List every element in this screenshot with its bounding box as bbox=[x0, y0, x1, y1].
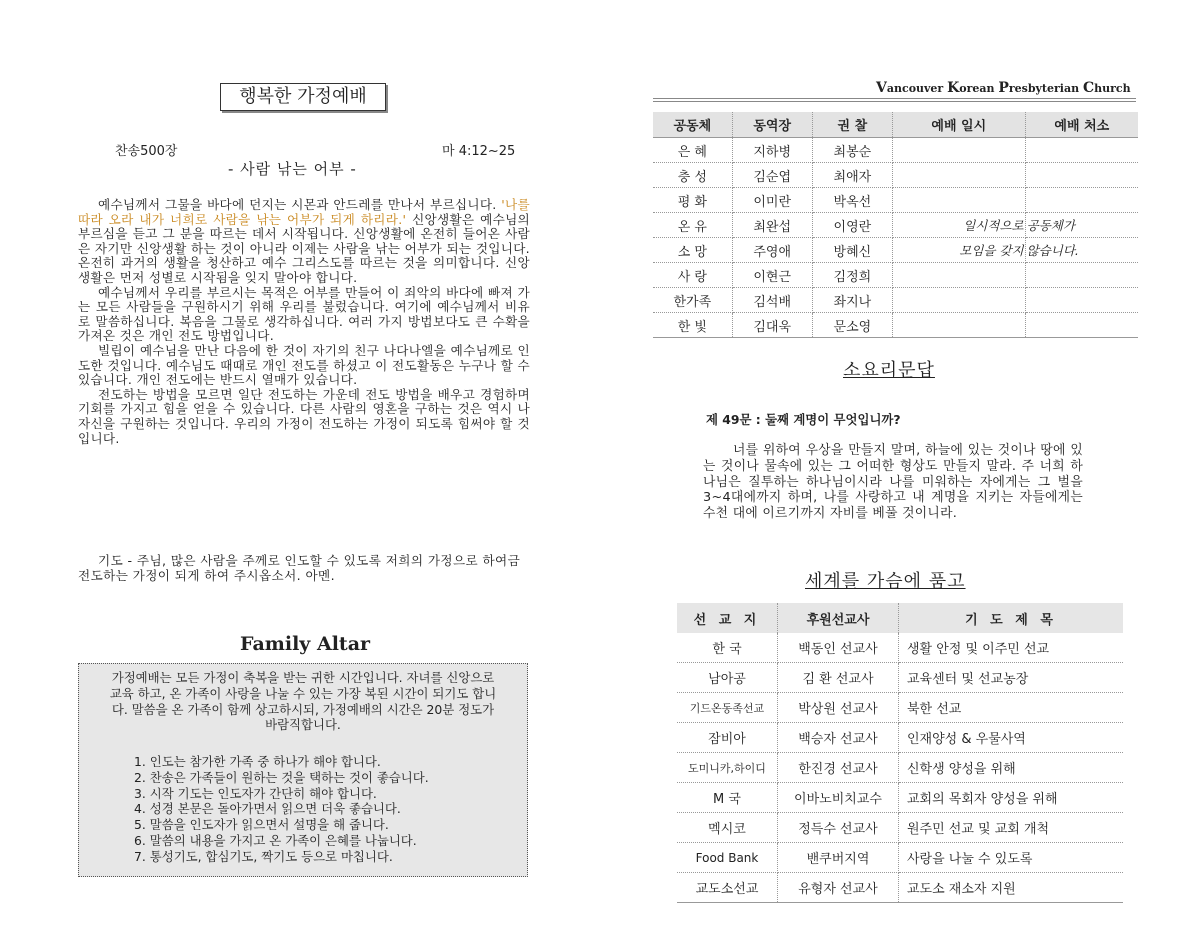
church-initial: K bbox=[947, 80, 960, 96]
table-cell: 김석배 bbox=[732, 288, 812, 313]
hymn-number: 찬송500장 bbox=[115, 144, 178, 159]
church-word: orean bbox=[959, 82, 999, 95]
sermon-paragraph: 빌립이 예수님을 만난 다음에 한 것이 자기의 친구 나다나엘을 예수님께로 인도한 것입니다. 예수님도 때때로 개인 전도를 하셨고 이 전도활동은 누구나 할 수 있습니다. 개인 전도에는 반드시 열매가 있습니다. bbox=[78, 342, 530, 388]
page-title: 행복한 가정예배 bbox=[220, 83, 386, 111]
mission-title: 세계를 가슴에 품고 bbox=[805, 571, 966, 592]
table-cell: 한가족 bbox=[653, 288, 732, 313]
family-altar-list bbox=[134, 754, 514, 865]
catechism-answer: 너를 위하여 우상을 만들지 말며, 하늘에 있는 것이나 땅에 있는 것이나 물속에 있는 그 어떠한 형상도 만들지 말라. 주 너희 하나님은 질투하는 하나님이시라 나를 미워하는 자에게는 그 벌을 3~4대에까지 하며, 나를 사랑하고 내 계명을 지키는 자들에게는 수천 대에 이르기까지 자비를 베풀 것이니라. bbox=[703, 443, 1083, 522]
church-initial: P bbox=[998, 80, 1009, 96]
sermon-text bbox=[78, 198, 530, 446]
table-cell: 최봉순 bbox=[812, 138, 892, 163]
table-cell bbox=[1025, 188, 1138, 213]
table-cell bbox=[1025, 288, 1138, 313]
mission-table bbox=[677, 603, 1123, 903]
header-divider bbox=[653, 98, 1136, 102]
sermon-text-span: 신앙생활은 예수님의 부르심을 듣고 그 분을 따르는 데서 시작됩니다. 신앙생활에 온전히 들어온 사람은 자기만 신앙생활 하는 것이 아니라 이제는 사람을 낚는 어부가 되는 것입니다. 온전히 과거의 생활을 청산하고 예수 그리스도를 따르는 것을 의미합니다. 신앙생활은 먼저 성별로 시작됨을 잊지 말아야 합니다. bbox=[78, 211, 531, 285]
table-cell bbox=[1025, 263, 1138, 288]
table-cell: 백승자 선교사 bbox=[778, 723, 899, 753]
table-cell: 문소영 bbox=[812, 313, 892, 338]
table-cell: 멕시코 bbox=[677, 813, 778, 843]
table-row bbox=[677, 753, 1123, 783]
notice-cell: 공동체가 bbox=[1025, 213, 1138, 238]
family-altar-intro: 가정예배는 모든 가정이 축복을 받는 귀한 시간입니다. 자녀를 신앙으로 교육 하고, 온 가족이 사랑을 나눌 수 있는 가장 복된 시간이 되기도 합니다. 말씀을 온 가족이 함께 상고하시되, 가정예배의 시간은 20분 정도가 바람직합니다. bbox=[109, 670, 497, 733]
table-cell: 김 환 선교사 bbox=[778, 663, 899, 693]
family-altar-title: Family Altar bbox=[240, 633, 371, 655]
table-cell bbox=[892, 263, 1025, 288]
church-name bbox=[876, 80, 1131, 96]
table-row bbox=[677, 873, 1123, 903]
column-header: 후원선교사 bbox=[778, 603, 899, 633]
table-cell: 북한 선교 bbox=[899, 693, 1124, 723]
table-cell: 이바노비치교수 bbox=[778, 783, 899, 813]
column-header: 예배 처소 bbox=[1025, 112, 1138, 138]
table-row bbox=[653, 313, 1138, 338]
table-cell bbox=[892, 163, 1025, 188]
column-header: 권 찰 bbox=[812, 112, 892, 138]
table-cell bbox=[1025, 138, 1138, 163]
table-cell: 신학생 양성을 위해 bbox=[899, 753, 1124, 783]
sermon-subtitle: - 사람 낚는 어부 - bbox=[228, 160, 357, 178]
table-row bbox=[677, 693, 1123, 723]
table-cell: 원주민 선교 및 교회 개척 bbox=[899, 813, 1124, 843]
table-cell: 김순엽 bbox=[732, 163, 812, 188]
table-row bbox=[677, 633, 1123, 663]
church-initial: V bbox=[876, 80, 887, 96]
table-header-row bbox=[677, 603, 1123, 633]
table-cell: 좌지나 bbox=[812, 288, 892, 313]
table-cell bbox=[892, 188, 1025, 213]
table-cell: 유형자 선교사 bbox=[778, 873, 899, 903]
table-cell: M 국 bbox=[677, 783, 778, 813]
table-row bbox=[677, 813, 1123, 843]
table-cell: 생활 안정 및 이주민 선교 bbox=[899, 633, 1124, 663]
table-cell: 평 화 bbox=[653, 188, 732, 213]
table-cell: 주영애 bbox=[732, 238, 812, 263]
table-cell: 백동인 선교사 bbox=[778, 633, 899, 663]
table-cell: 충 성 bbox=[653, 163, 732, 188]
table-cell: 한진경 선교사 bbox=[778, 753, 899, 783]
list-item: 1. 인도는 참가한 가족 중 하나가 해야 합니다. bbox=[134, 754, 381, 769]
table-cell: 이영란 bbox=[812, 213, 892, 238]
table-row bbox=[677, 843, 1123, 873]
table-cell: 방혜신 bbox=[812, 238, 892, 263]
church-word: ancouver bbox=[886, 82, 948, 95]
table-cell: 사랑을 나눌 수 있도록 bbox=[899, 843, 1124, 873]
table-cell: 박옥선 bbox=[812, 188, 892, 213]
table-cell: 김대욱 bbox=[732, 313, 812, 338]
table-row bbox=[653, 238, 1138, 263]
table-cell: 은 혜 bbox=[653, 138, 732, 163]
notice-cell: 모임을 갖지 bbox=[892, 238, 1025, 263]
church-initial: C bbox=[1082, 80, 1095, 96]
highlighted-quote: '나를 따라 오라 내가 너희로 사람을 낚는 어부가 되게 하리라.' bbox=[78, 197, 530, 227]
table-cell: 잠비아 bbox=[677, 723, 778, 753]
table-row bbox=[677, 783, 1123, 813]
catechism-title: 소요리문답 bbox=[843, 360, 935, 381]
list-item: 7. 통성기도, 합심기도, 짝기도 등으로 마칩니다. bbox=[134, 848, 393, 864]
table-cell: 이현근 bbox=[732, 263, 812, 288]
column-header: 예배 일시 bbox=[892, 112, 1025, 138]
table-cell: Food Bank bbox=[677, 843, 778, 873]
table-cell: 교도소 재소자 지원 bbox=[899, 873, 1124, 903]
table-row bbox=[653, 263, 1138, 288]
notice-cell: 일시적으로 bbox=[892, 213, 1025, 238]
list-item: 5. 말씀을 인도자가 읽으면서 설명을 해 줍니다. bbox=[134, 817, 389, 833]
column-header: 선 교 지 bbox=[677, 603, 778, 633]
table-cell bbox=[1025, 313, 1138, 338]
column-header: 기 도 제 목 bbox=[899, 603, 1124, 633]
list-item: 4. 성경 본문은 돌아가면서 읽으면 더욱 좋습니다. bbox=[134, 801, 401, 817]
list-item: 6. 말씀의 내용을 가지고 온 가족이 은혜를 나눕니다. bbox=[134, 832, 417, 848]
table-cell: 정득수 선교사 bbox=[778, 813, 899, 843]
community-table bbox=[653, 112, 1138, 338]
table-row bbox=[653, 163, 1138, 188]
table-header-row bbox=[653, 112, 1138, 138]
sermon-paragraph bbox=[78, 198, 530, 286]
table-cell: 교육센터 및 선교농장 bbox=[899, 663, 1124, 693]
notice-cell: 않습니다. bbox=[1025, 238, 1138, 263]
table-cell: 남아공 bbox=[677, 663, 778, 693]
catechism-question: 제 49문 : 둘째 계명이 무엇입니까? bbox=[706, 412, 901, 427]
family-altar-box bbox=[78, 663, 528, 877]
table-row bbox=[677, 663, 1123, 693]
table-cell: 교도소선교 bbox=[677, 873, 778, 903]
table-cell: 교회의 목회자 양성을 위해 bbox=[899, 783, 1124, 813]
table-cell: 지하병 bbox=[732, 138, 812, 163]
table-row bbox=[653, 188, 1138, 213]
church-word: resbyterian bbox=[1008, 82, 1083, 95]
sermon-text-span: 예수님께서 그물을 바다에 던지는 시몬과 안드레를 만나서 부르십니다. bbox=[98, 197, 502, 212]
table-cell: 사 랑 bbox=[653, 263, 732, 288]
list-item: 3. 시작 기도는 인도자가 간단히 해야 합니다. bbox=[134, 785, 377, 801]
table-cell: 인재양성 & 우물사역 bbox=[899, 723, 1124, 753]
table-cell bbox=[1025, 163, 1138, 188]
church-word: hurch bbox=[1094, 82, 1131, 95]
table-row bbox=[677, 723, 1123, 753]
table-cell: 기드온동족선교 bbox=[677, 693, 778, 723]
column-header: 공동체 bbox=[653, 112, 732, 138]
sermon-paragraph: 전도하는 방법을 모르면 일단 전도하는 가운데 전도 방법을 배우고 경험하며 기회를 가지고 힘을 얻을 수 있습니다. 다른 사람의 영혼을 구하는 것은 역시 나 자신을 구원하는 것입니다. 우리의 가정이 전도하는 가정이 되도록 힘써야 할 것입니다. bbox=[78, 386, 530, 446]
table-row bbox=[653, 213, 1138, 238]
table-cell bbox=[892, 138, 1025, 163]
sermon-paragraph: 예수님께서 우리를 부르시는 목적은 어부를 만들어 이 죄악의 바다에 빠져 가는 모든 사람들을 구원하시기 위해 우리를 불렀습니다. 여기에 예수님께서 비유로 말씀하십니다. 복음을 그물로 생각하십니다. 여러 가지 방법보다도 큰 수확을 가져온 것은 개인 전도 방법입니다. bbox=[78, 284, 530, 344]
table-cell: 한 국 bbox=[677, 633, 778, 663]
table-cell: 한 빛 bbox=[653, 313, 732, 338]
column-header: 동역장 bbox=[732, 112, 812, 138]
table-cell: 최완섭 bbox=[732, 213, 812, 238]
closing-prayer: 기도 - 주님, 많은 사람을 주께로 인도할 수 있도록 저희의 가정으로 하여금 전도하는 가정이 되게 하여 주시옵소서. 아멘. bbox=[78, 553, 521, 583]
list-item: 2. 찬송은 가족들이 원하는 것을 택하는 것이 좋습니다. bbox=[134, 769, 429, 785]
table-cell bbox=[892, 313, 1025, 338]
table-cell: 이미란 bbox=[732, 188, 812, 213]
table-row bbox=[653, 288, 1138, 313]
table-cell: 밴쿠버지역 bbox=[778, 843, 899, 873]
table-cell: 최애자 bbox=[812, 163, 892, 188]
scripture-reference: 마 4:12~25 bbox=[442, 144, 516, 159]
table-row bbox=[653, 138, 1138, 163]
table-cell: 도미니카,하이디 bbox=[677, 753, 778, 783]
table-cell: 온 유 bbox=[653, 213, 732, 238]
table-cell: 소 망 bbox=[653, 238, 732, 263]
table-cell: 박상원 선교사 bbox=[778, 693, 899, 723]
table-cell bbox=[892, 288, 1025, 313]
table-cell: 김정희 bbox=[812, 263, 892, 288]
